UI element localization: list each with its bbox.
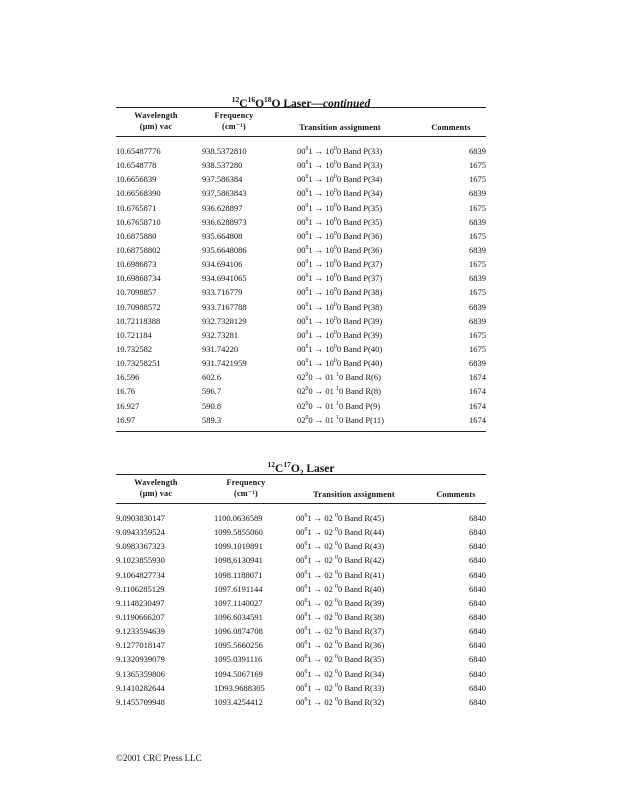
cell-frequency: 1095.0391116 bbox=[214, 654, 263, 665]
cell-comments: 6840 bbox=[469, 527, 486, 538]
cell-comments: 1675 bbox=[469, 329, 486, 340]
header-comments: Comments bbox=[431, 123, 471, 132]
cell-frequency: 937.586384 bbox=[202, 174, 243, 185]
cell-transition: $00^01 \to 02$ $^0$0 Band R(41) bbox=[296, 569, 385, 580]
table-2 bbox=[116, 458, 486, 709]
cell-transition: $00^01 \to 10^00$ Band P(40) bbox=[297, 344, 383, 355]
cell-wavelength: 16.97 bbox=[116, 414, 136, 425]
cell-comments: 1675 bbox=[469, 202, 486, 213]
table-row bbox=[116, 257, 486, 271]
cell-comments: 6840 bbox=[469, 569, 486, 580]
table-row bbox=[116, 158, 486, 172]
cell-comments: 6840 bbox=[469, 682, 486, 693]
cell-wavelength: 10.6875880 bbox=[116, 230, 157, 241]
cell-wavelength: 9.1365359806 bbox=[116, 668, 165, 679]
cell-transition: $02^00 \to 01$ $^1$0 Band R(8) bbox=[297, 386, 381, 397]
cell-frequency: 602.6 bbox=[202, 372, 222, 383]
cell-frequency: 934.694106 bbox=[202, 259, 243, 270]
cell-comments: 1675 bbox=[469, 259, 486, 270]
table-1-body bbox=[116, 144, 486, 427]
cell-wavelength: 9.0903830147 bbox=[116, 513, 165, 524]
header-transition: Transition assignment bbox=[299, 123, 381, 132]
cell-transition: $00^01 \to 10^00$ Band P(37) bbox=[297, 259, 383, 270]
cell-frequency: 938.5372810 bbox=[202, 146, 247, 157]
cell-wavelength: 10.721184 bbox=[116, 329, 152, 340]
cell-frequency: 936.6288973 bbox=[202, 216, 247, 227]
cell-comments: 6840 bbox=[469, 668, 486, 679]
table-row bbox=[116, 172, 486, 186]
footer-copyright: ©2001 CRC Press LLC bbox=[116, 753, 202, 763]
cell-frequency: 1D93.9688305 bbox=[214, 682, 265, 693]
cell-frequency: 1100.0636589 bbox=[214, 513, 263, 524]
table-1-title: $^{12}C^{16}O^{18}O$ Laser—continued bbox=[231, 95, 371, 110]
cell-frequency: 1099.5855060 bbox=[214, 527, 263, 538]
cell-transition: $00^01 \to 10^00$ Band P(39) bbox=[297, 329, 383, 340]
cell-frequency: 931.7421959 bbox=[202, 358, 247, 369]
cell-frequency: 1095.5660256 bbox=[214, 640, 263, 651]
table-row bbox=[116, 638, 486, 652]
cell-transition: $00^01 \to 10^00$ Band P(34) bbox=[297, 188, 383, 199]
cell-comments: 6840 bbox=[469, 513, 486, 524]
cell-transition: $00^01 \to 02$ $^0$0 Band R(37) bbox=[296, 626, 385, 637]
cell-wavelength: 16.76 bbox=[116, 386, 136, 397]
table-row bbox=[116, 610, 486, 624]
cell-wavelength: 10.65487776 bbox=[116, 146, 161, 157]
table-row bbox=[116, 511, 486, 525]
cell-transition: $00^01 \to 10^00$ Band P(34) bbox=[297, 174, 383, 185]
cell-wavelength: 10.732582 bbox=[116, 344, 153, 355]
cell-transition: $02^00 \to 01$ $^1$0 Band P(11) bbox=[297, 414, 384, 425]
cell-comments: 6839 bbox=[469, 301, 486, 312]
cell-frequency: 1097.6191144 bbox=[214, 583, 263, 594]
header-wavelength: Wavelength (μm) vac bbox=[134, 478, 178, 498]
cell-wavelength: 9.1320939079 bbox=[116, 654, 165, 665]
table-row bbox=[116, 328, 486, 342]
header-frequency: Frequency (cm⁻¹) bbox=[214, 111, 254, 131]
cell-transition: $00^01 \to 02$ $^0$0 Band R(32) bbox=[296, 696, 385, 707]
cell-transition: $00^01 \to 10^00$ Band P(33) bbox=[297, 160, 383, 171]
cell-transition: $00^01 \to 02$ $^0$0 Band R(40) bbox=[296, 583, 385, 594]
cell-comments: 1675 bbox=[469, 344, 486, 355]
cell-comments: 1674 bbox=[469, 372, 486, 383]
cell-transition: $02^00 \to 01$ $^1$0 Band R(6) bbox=[297, 372, 381, 383]
cell-transition: $00^01 \to 10^00$ Band P(39) bbox=[297, 315, 383, 326]
table-row bbox=[116, 314, 486, 328]
cell-comments: 6839 bbox=[469, 315, 486, 326]
cell-transition: $00^01 \to 02$ $^0$0 Band R(33) bbox=[296, 682, 385, 693]
cell-wavelength: 9.1064827734 bbox=[116, 569, 165, 580]
table-row bbox=[116, 271, 486, 285]
header-wavelength: Wavelength (μm) vac bbox=[134, 111, 178, 131]
cell-frequency: 1094.5067169 bbox=[214, 668, 263, 679]
table-row bbox=[116, 384, 486, 398]
table-row bbox=[116, 695, 486, 709]
table-row bbox=[116, 186, 486, 200]
cell-transition: $02^00 \to 01$ $^1$0 Band P(9) bbox=[297, 400, 381, 411]
cell-comments: 6840 bbox=[469, 612, 486, 623]
cell-wavelength: 9.1277018147 bbox=[116, 640, 165, 651]
cell-wavelength: 10.66568390 bbox=[116, 188, 161, 199]
cell-frequency: 1099.1019891 bbox=[214, 541, 263, 552]
cell-frequency: 932.73281 bbox=[202, 329, 239, 340]
cell-comments: 6839 bbox=[469, 273, 486, 284]
cell-frequency: 1098,6130941 bbox=[214, 555, 263, 566]
cell-comments: 6839 bbox=[469, 245, 486, 256]
cell-comments: 6840 bbox=[469, 654, 486, 665]
cell-frequency: 1096.0874708 bbox=[214, 626, 263, 637]
cell-comments: 1675 bbox=[469, 230, 486, 241]
cell-wavelength: 9.1106285129 bbox=[116, 583, 165, 594]
cell-frequency: 1096.6034591 bbox=[214, 612, 263, 623]
table-row bbox=[116, 553, 486, 567]
table-row bbox=[116, 144, 486, 158]
cell-transition: $00^01 \to 02$ $^0$0 Band R(36) bbox=[296, 640, 385, 651]
cell-transition: $00^01 \to 02$ $^0$0 Band R(43) bbox=[296, 541, 385, 552]
cell-transition: $00^01 \to 02$ $^0$0 Band R(34) bbox=[296, 668, 385, 679]
cell-wavelength: 9.0983367323 bbox=[116, 541, 165, 552]
table-row bbox=[116, 539, 486, 553]
table-1 bbox=[116, 93, 486, 432]
table-row bbox=[116, 342, 486, 356]
table-row bbox=[116, 596, 486, 610]
cell-transition: $00^01 \to 02$ $^0$0 Band R(39) bbox=[296, 597, 385, 608]
cell-frequency: 596.7 bbox=[202, 386, 222, 397]
table-row bbox=[116, 356, 486, 370]
cell-comments: 1675 bbox=[469, 174, 486, 185]
table-2-title: $^{12}C^{17}O_2$ Laser bbox=[267, 460, 335, 478]
cell-frequency: 934.6941065 bbox=[202, 273, 247, 284]
cell-frequency: 590.8 bbox=[202, 400, 222, 411]
cell-wavelength: 16.596 bbox=[116, 372, 140, 383]
cell-comments: 6839 bbox=[469, 358, 486, 369]
cell-frequency: 1098.1188071 bbox=[214, 569, 263, 580]
table-row bbox=[116, 201, 486, 215]
table-row bbox=[116, 243, 486, 257]
cell-wavelength: 10.68758802 bbox=[116, 245, 161, 256]
cell-wavelength: 10.6765871 bbox=[116, 202, 157, 213]
cell-comments: 6839 bbox=[469, 216, 486, 227]
table-2-header bbox=[116, 475, 486, 503]
header-frequency: Frequency (cm⁻¹) bbox=[226, 478, 266, 498]
cell-wavelength: 10.73258251 bbox=[116, 358, 161, 369]
cell-wavelength: 9.1023855930 bbox=[116, 555, 165, 566]
cell-frequency: 935.6648086 bbox=[202, 245, 247, 256]
table-row bbox=[116, 525, 486, 539]
table-row bbox=[116, 413, 486, 427]
cell-wavelength: 9.1190666207 bbox=[116, 612, 165, 623]
cell-wavelength: 9.1148230497 bbox=[116, 597, 165, 608]
table-2-body bbox=[116, 511, 486, 709]
cell-transition: $00^01 \to 02$ $^0$0 Band R(38) bbox=[296, 612, 385, 623]
cell-wavelength: 9.0943359524 bbox=[116, 527, 165, 538]
cell-transition: $00^01 \to 10^00$ Band P(35) bbox=[297, 202, 383, 213]
table-1-header bbox=[116, 108, 486, 136]
cell-transition: $00^01 \to 10^00$ Band P(38) bbox=[297, 287, 383, 298]
cell-transition: $00^01 \to 10^00$ Band P(37) bbox=[297, 273, 383, 284]
cell-wavelength: 9.1410282644 bbox=[116, 682, 165, 693]
cell-wavelength: 10.70988572 bbox=[116, 301, 161, 312]
cell-wavelength: 16.927 bbox=[116, 400, 140, 411]
cell-frequency: 932.7328129 bbox=[202, 315, 247, 326]
header-comments: Comments bbox=[436, 490, 476, 499]
table-row bbox=[116, 215, 486, 229]
cell-frequency: 933.716779 bbox=[202, 287, 243, 298]
cell-frequency: 589.3 bbox=[202, 414, 222, 425]
cell-transition: $00^01 \to 10^00$ Band P(36) bbox=[297, 230, 383, 241]
cell-wavelength: 10.6656839 bbox=[116, 174, 157, 185]
cell-transition: $00^01 \to 10^00$ Band P(38) bbox=[297, 301, 383, 312]
cell-frequency: 936.628897 bbox=[202, 202, 243, 213]
cell-comments: 1674 bbox=[469, 386, 486, 397]
cell-comments: 6840 bbox=[469, 626, 486, 637]
cell-wavelength: 10.6548778 bbox=[116, 160, 157, 171]
cell-transition: $00^01 \to 10^00$ Band P(35) bbox=[297, 216, 383, 227]
cell-transition: $00^01 \to 10^00$ Band P(33) bbox=[297, 146, 383, 157]
cell-wavelength: 10.69868734 bbox=[116, 273, 161, 284]
table-row bbox=[116, 652, 486, 666]
header-transition: Transition assignment bbox=[313, 490, 395, 499]
table-row bbox=[116, 568, 486, 582]
cell-frequency: 931.74220 bbox=[202, 344, 239, 355]
cell-wavelength: 10.72118388 bbox=[116, 315, 161, 326]
table-row bbox=[116, 582, 486, 596]
cell-wavelength: 10.7098857 bbox=[116, 287, 157, 298]
cell-frequency: 1093.4254412 bbox=[214, 696, 263, 707]
table-row bbox=[116, 300, 486, 314]
table-row bbox=[116, 399, 486, 413]
table-row bbox=[116, 370, 486, 384]
cell-transition: $00^01 \to 02$ $^0$0 Band R(44) bbox=[296, 527, 385, 538]
cell-comments: 6840 bbox=[469, 640, 486, 651]
cell-frequency: 935.664808 bbox=[202, 230, 243, 241]
cell-comments: 1675 bbox=[469, 160, 486, 171]
cell-transition: $00^01 \to 02$ $^0$0 Band R(42) bbox=[296, 555, 385, 566]
cell-comments: 1674 bbox=[469, 414, 486, 425]
cell-transition: $00^01 \to 10^00$ Band P(36) bbox=[297, 245, 383, 256]
cell-comments: 6840 bbox=[469, 541, 486, 552]
cell-wavelength: 10.6986873 bbox=[116, 259, 157, 270]
table-row bbox=[116, 667, 486, 681]
cell-comments: 6840 bbox=[469, 555, 486, 566]
table-row bbox=[116, 229, 486, 243]
cell-comments: 6839 bbox=[469, 146, 486, 157]
cell-transition: $00^01 \to 02$ $^0$0 Band R(35) bbox=[296, 654, 385, 665]
cell-wavelength: 9.1455709948 bbox=[116, 696, 165, 707]
cell-comments: 6840 bbox=[469, 696, 486, 707]
table-row bbox=[116, 624, 486, 638]
cell-comments: 1674 bbox=[469, 400, 486, 411]
cell-frequency: 933.7167788 bbox=[202, 301, 247, 312]
cell-transition: $00^01 \to 02$ $^0$0 Band R(45) bbox=[296, 513, 385, 524]
table-row bbox=[116, 681, 486, 695]
cell-frequency: 938.537280 bbox=[202, 160, 243, 171]
table-row bbox=[116, 285, 486, 299]
cell-comments: 1675 bbox=[469, 287, 486, 298]
cell-comments: 6840 bbox=[469, 583, 486, 594]
cell-comments: 6839 bbox=[469, 188, 486, 199]
cell-transition: $00^01 \to 10^00$ Band P(40) bbox=[297, 358, 383, 369]
cell-wavelength: 9.1233594639 bbox=[116, 626, 165, 637]
cell-frequency: 1097.1140027 bbox=[214, 597, 263, 608]
cell-frequency: 937,5863843 bbox=[202, 188, 247, 199]
cell-comments: 6840 bbox=[469, 597, 486, 608]
cell-wavelength: 10.67658710 bbox=[116, 216, 161, 227]
